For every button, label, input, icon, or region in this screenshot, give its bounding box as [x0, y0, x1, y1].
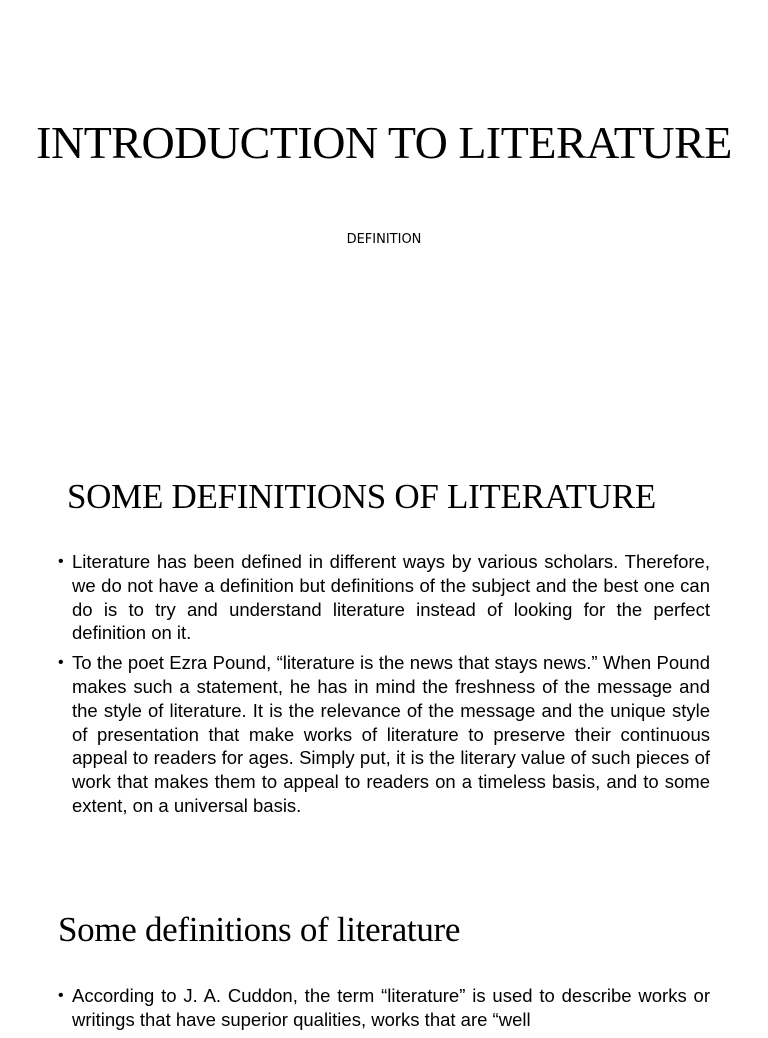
bullet-list [58, 984, 710, 1038]
slide-title: INTRODUCTION TO LITERATURE [36, 117, 732, 168]
definitions-slide-continued [0, 870, 768, 1030]
bullet-text: To the poet Ezra Pound, “literature is the news that stays news.” When Pound makes such a statement, he has in mind the freshness of the message and the style of literature. It is the relevance of the message and the unique style of presentation that make works of literature to preserve their continuous appeal to readers for ages. Simply put, it is the literary value of such pieces of work that makes them to appeal to readers on a timeless basis, and to some extent, on a universal basis. [72, 652, 710, 816]
bullet-item [58, 651, 710, 818]
slide-heading: Some definitions of literature [58, 910, 461, 949]
bullet-text: Literature has been defined in different ways by various scholars. Therefore, we do not have a definition but definitions of the subject and the best one can do is to try and understand literature instead of looking for the perfect definition on it. [72, 551, 710, 644]
bullet-icon: • [58, 553, 64, 570]
bullet-item [58, 550, 710, 645]
bullet-icon: • [58, 654, 64, 672]
definitions-slide [0, 410, 768, 870]
slide-subtitle: DEFINITION [346, 232, 422, 247]
slide-heading: SOME DEFINITIONS OF LITERATURE [67, 477, 656, 516]
bullet-icon: • [58, 987, 64, 1004]
bullet-list [58, 550, 710, 824]
title-slide [0, 0, 768, 410]
bullet-item [58, 984, 710, 1032]
bullet-text: According to J. A. Cuddon, the term “literature” is used to describe works or writings that have superior qualities, works that are “well [72, 985, 710, 1030]
